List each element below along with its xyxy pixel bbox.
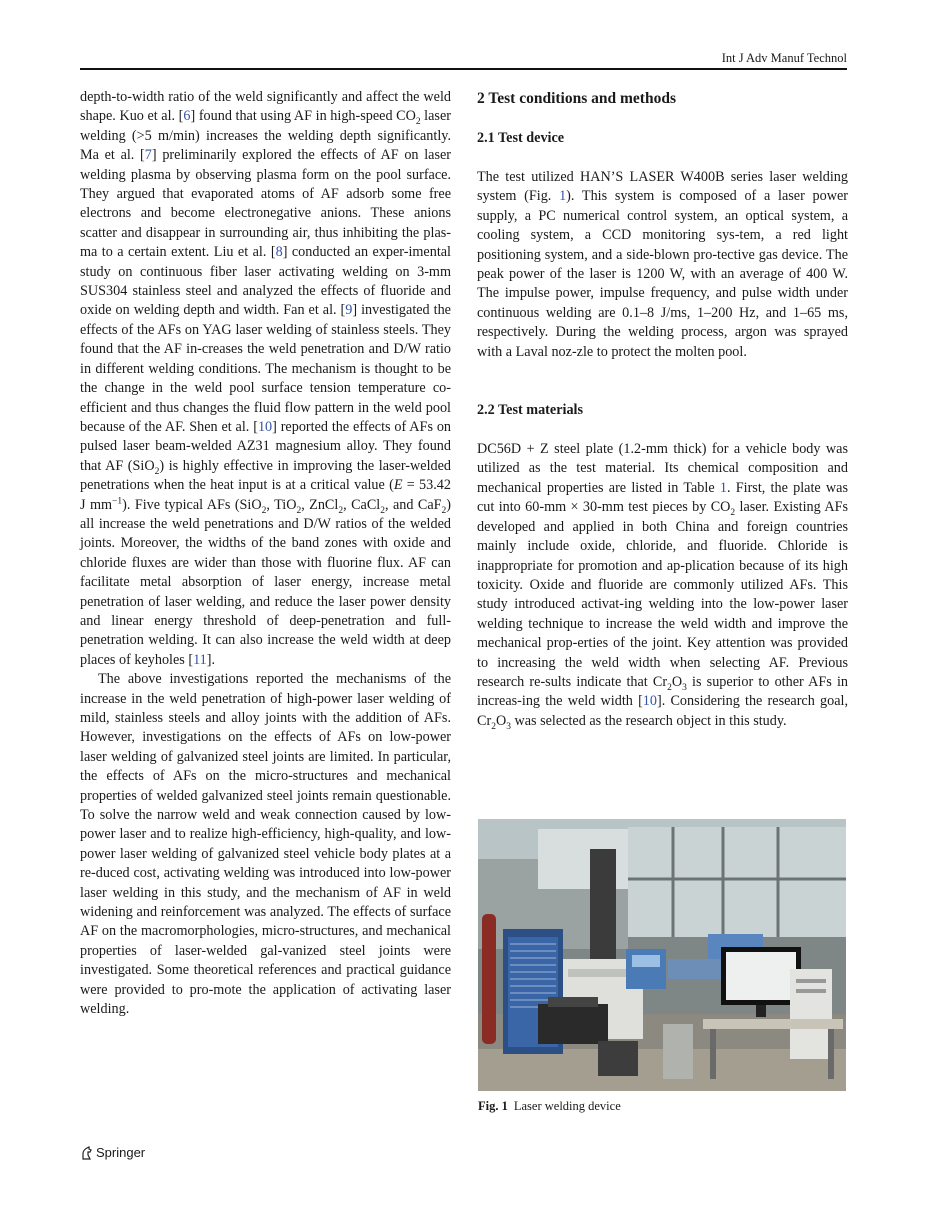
figure-link[interactable]: 1 [559, 188, 567, 205]
body-paragraph: DC56D + Z steel plate (1.2-mm thick) for a vehicle body was utilized as the test material. Its chemical composition and mechanical properties are listed in Table 1. First, the plate was cut into 60-mm × 30-mm test pieces by $CO_2$ laser. Existing AFs developed and applied in both China and foreign countries mainly include oxide, chloride, and fluoride. Chloride is inappropriate for promotion and ap-plication because of its high toxicity. Oxide and fluoride are commonly utilized AFs. This study introduced activat-ing welding into the low-power laser welding technique to increase the weld width and improve the mechanical prop-erties of the joint. Key attention was provided to increasing the weld width when selecting AF. Previous research re-sults indicate that $Cr_2O_3$ is superior to other AFs in increas-ing the weld width [10]. Considering the research goal, $Cr_2O_3$ was selected as the research object in this study. [477, 441, 848, 732]
body-paragraph: The test utilized HAN’S LASER W400B series laser welding system (Fig. 1). This system is composed of a laser power supply, a PC numerical control system, an optical system, a cooling system, a CCD monitoring sys-tem, a red light positioning system, and a side-blown pro-tective gas device. The peak power of the laser is 1200 W, with an average of 400 W. The impulse power, impulse frequency, and pulse width under continuous welding are 0.1–8 J/ms, 1–200 Hz, and 1–65 ms, respectively. During the welding process, argon was sprayed with a Laval noz-zle to protect the molten pool. [477, 169, 848, 360]
publisher-name: Springer [96, 1145, 146, 1160]
citation-link[interactable]: 7 [144, 147, 152, 164]
figure-label: Fig. 1 [478, 1099, 508, 1113]
figure-caption: Fig. 1 Laser welding device [478, 1099, 621, 1113]
subsection-heading: 2.2 Test materials [477, 402, 584, 419]
citation-link[interactable]: 10 [642, 693, 657, 710]
table-link[interactable]: 1 [719, 479, 727, 496]
intro-paragraph: depth-to-width ratio of the weld significantly and affect the weld shape. Kuo et al. [6] found that using AF in high-speed $CO_2$ laser welding (>5 m/min) increases the welding depth significantly. Ma et al. [7] preliminarily explored the effects of AF on laser welding plasma by observing plasma form on the pool surface. They argued that evaporated atoms of AF adsorb some free electrons and become electronegative anions. These anions scatter and disappear in surrounding air, thus inhibiting the plas-ma to a certain extent. Liu et al. [8] conducted an exper-imental study on continuous fiber laser activating welding on 3-mm SUS304 stainless steel and analyzed the effects of fluoride and oxide on welding depth and width. Fan et al. [9] investigated the effects of the AFs on YAG laser welding of stainless steels. They found that the AF in-creases the weld penetration and D/W ratio in different welding conditions. The mechanism is thought to be the change in the weld pool surface tension temperature co-efficient and thus changes the fluid flow pattern in the weld pool because of the AF. Shen et al. [10] reported the effects of AFs on pulsed laser beam-welded AZ31 magnesium alloy. They found that AF (SiO$_2$) is highly effective in improving the laser-welded penetrations when the heat input is at a critical value (E = 53.42 J $mm^{-1}$). Five typical AFs (SiO$_2$, TiO$_2$, ZnCl$_2$, CaCl$_2$, and CaF$_2$) all increase the weld penetrations and D/W ratios of the welded joints. Moreover, the widths of the band zones with oxide and chloride fluxes are wider than those with fluorine flux. AF can facilitate metal absorption of laser energy, increase metal penetration of laser welding, and reduce the laser power density and linear energy threshold of deep-penetration and full-penetration welding. It can also increase the weld width at deep places of keyholes [11]. [80, 89, 452, 668]
citation-link[interactable]: 10 [257, 418, 273, 435]
right-column [477, 88, 848, 731]
subsection-heading: 2.1 Test device [477, 130, 565, 146]
springer-horse-icon [80, 1146, 93, 1160]
header-rule [80, 68, 847, 70]
citation-link[interactable]: 8 [275, 244, 283, 261]
citation-link[interactable]: 11 [193, 651, 207, 668]
publisher-footer [80, 1145, 145, 1160]
body-paragraph: The above investigations reported the mechanisms of the increase in the weld penetration of high-power laser welding of mild, stainless steels and alloy joints with the addition of AFs. However, investigations on the effects of AFs on low-power laser welding of galvanized steel joints are limited. In particular, the effects of AFs on the micro-structures and mechanical properties of welded galvanized steel joints remain questionable. To solve the narrow weld and weak connection caused by low-power laser and to realize high-efficiency, high-quality, and low-power laser welding of galvanized steel vehicle body plates at a re-duced cost, activating welding was introduced into low-power laser welding in this study, and the mechanism of AF in weld widening and reinforcement was analyzed. The effects of surface AF on the macromorphologies, micro-structures, and mechanical properties of laser-welded gal-vanized steel joints were investigated. Some theoretical references and practical guidance were provided to pro-mote the application of activating laser welding. [80, 671, 451, 1018]
citation-link[interactable]: 6 [183, 108, 191, 125]
section-heading: 2 Test conditions and methods [477, 90, 676, 107]
journal-running-head: Int J Adv Manuf Technol [721, 51, 847, 65]
laser-welding-device-photo [478, 819, 846, 1091]
citation-link[interactable]: 9 [345, 302, 353, 319]
left-column [80, 88, 451, 1020]
